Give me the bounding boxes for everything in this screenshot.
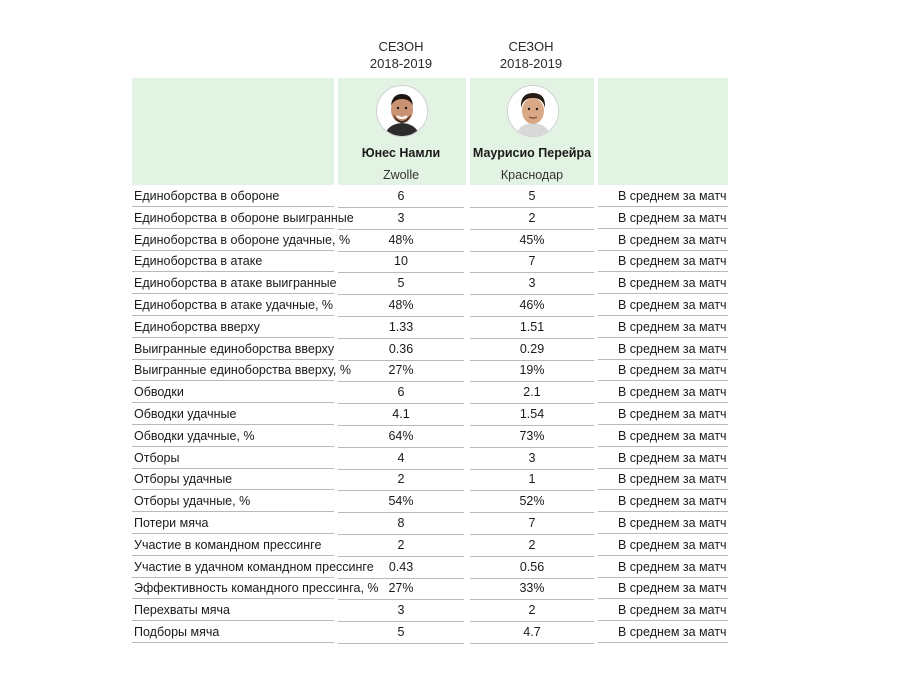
- player-2-value: 73%: [470, 426, 594, 448]
- player-2-value: 5: [470, 186, 594, 208]
- player-name: Маурисио Перейра: [472, 146, 592, 160]
- player-1-value: 27%: [338, 360, 464, 382]
- table-row: [0, 600, 920, 622]
- season-header-player-1: [351, 38, 451, 72]
- stat-label: Выигранные единоборства вверху, %: [132, 360, 334, 381]
- table-row: [0, 578, 920, 600]
- player-1-value: 8: [338, 513, 464, 535]
- per-match-note: В среднем за матч: [598, 317, 728, 338]
- player-2-value: 7: [470, 251, 594, 273]
- stat-label: Единоборства в обороне удачные, %: [132, 230, 334, 251]
- player-2-value: 33%: [470, 578, 594, 600]
- per-match-note: В среднем за матч: [598, 557, 728, 578]
- player-2-value: 1: [470, 469, 594, 491]
- table-row: [0, 186, 920, 208]
- player-1-value: 6: [338, 186, 464, 208]
- stat-label: Отборы удачные, %: [132, 491, 334, 512]
- season-label: СЕЗОН: [378, 39, 424, 54]
- season-years: 2018-2019: [369, 56, 433, 71]
- player-2-value: 52%: [470, 491, 594, 513]
- per-match-note: В среднем за матч: [598, 382, 728, 403]
- player-card-pereira: [470, 78, 594, 185]
- stat-label: Выигранные единоборства вверху: [132, 339, 334, 360]
- table-row: [0, 360, 920, 382]
- player-2-value: 1.54: [470, 404, 594, 426]
- table-row: [0, 491, 920, 513]
- per-match-note: В среднем за матч: [598, 404, 728, 425]
- stat-label: Участие в командном прессинге: [132, 535, 334, 556]
- table-row: [0, 622, 920, 644]
- stat-label: Отборы: [132, 448, 334, 469]
- player-2-value: 3: [470, 448, 594, 470]
- per-match-note: В среднем за матч: [598, 186, 728, 207]
- table-row: [0, 230, 920, 252]
- per-match-note: В среднем за матч: [598, 600, 728, 621]
- player-1-value: 0.43: [338, 557, 464, 579]
- player-2-value: 19%: [470, 360, 594, 382]
- table-row: [0, 208, 920, 230]
- per-match-note: В среднем за матч: [598, 491, 728, 512]
- stat-label: Эффективность командного прессинга, %: [132, 578, 334, 599]
- season-years: 2018-2019: [499, 56, 563, 71]
- player-1-value: 2: [338, 469, 464, 491]
- player-2-value: 2.1: [470, 382, 594, 404]
- per-match-note: В среднем за матч: [598, 448, 728, 469]
- table-row: [0, 295, 920, 317]
- stat-label: Обводки удачные, %: [132, 426, 334, 447]
- column-separator: [594, 78, 598, 185]
- stat-label: Единоборства в обороне выигранные: [132, 208, 334, 229]
- per-match-note: В среднем за матч: [598, 251, 728, 272]
- player-photo-avatar: [376, 85, 428, 137]
- per-match-note: В среднем за матч: [598, 339, 728, 360]
- player-1-value: 54%: [338, 491, 464, 513]
- per-match-note: В среднем за матч: [598, 469, 728, 490]
- player-2-value: 0.29: [470, 339, 594, 361]
- stat-label: Единоборства вверху: [132, 317, 334, 338]
- table-row: [0, 339, 920, 361]
- player-2-value: 0.56: [470, 557, 594, 579]
- player-name: Юнес Намли: [361, 146, 441, 160]
- column-separator: [334, 78, 338, 185]
- player-2-value: 46%: [470, 295, 594, 317]
- player-1-value: 6: [338, 382, 464, 404]
- player-1-value: 3: [338, 600, 464, 622]
- stat-label: Единоборства в атаке удачные, %: [132, 295, 334, 316]
- per-match-note: В среднем за матч: [598, 426, 728, 447]
- player-1-value: 4.1: [338, 404, 464, 426]
- stat-label: Участие в удачном командном прессинге: [132, 557, 334, 578]
- table-row: [0, 469, 920, 491]
- player-1-value: 0.36: [338, 339, 464, 361]
- player-2-value: 2: [470, 208, 594, 230]
- table-row: [0, 273, 920, 295]
- stat-label: Обводки: [132, 382, 334, 403]
- per-match-note: В среднем за матч: [598, 578, 728, 599]
- stat-label: Перехваты мяча: [132, 600, 334, 621]
- player-club: Zwolle: [382, 168, 420, 182]
- stat-label: Единоборства в атаке выигранные: [132, 273, 334, 294]
- player-2-value: 4.7: [470, 622, 594, 644]
- per-match-note: В среднем за матч: [598, 208, 728, 229]
- table-row: [0, 448, 920, 470]
- player-1-value: 1.33: [338, 317, 464, 339]
- stat-label: Подборы мяча: [132, 622, 334, 643]
- per-match-note: В среднем за матч: [598, 513, 728, 534]
- player-1-value: 64%: [338, 426, 464, 448]
- stat-label: Отборы удачные: [132, 469, 334, 490]
- per-match-note: В среднем за матч: [598, 360, 728, 381]
- player-2-value: 7: [470, 513, 594, 535]
- stat-label: Единоборства в атаке: [132, 251, 334, 272]
- player-1-value: 2: [338, 535, 464, 557]
- stats-table: [0, 186, 920, 644]
- player-1-value: 5: [338, 622, 464, 644]
- player-1-value: 48%: [338, 295, 464, 317]
- player-1-value: 48%: [338, 230, 464, 252]
- player-2-value: 45%: [470, 230, 594, 252]
- player-card-namli: [339, 78, 463, 185]
- per-match-note: В среднем за матч: [598, 230, 728, 251]
- player-2-value: 1.51: [470, 317, 594, 339]
- table-row: [0, 426, 920, 448]
- season-label: СЕЗОН: [508, 39, 554, 54]
- table-row: [0, 557, 920, 579]
- player-photo-avatar: [507, 85, 559, 137]
- stat-label: Единоборства в обороне: [132, 186, 334, 207]
- table-row: [0, 251, 920, 273]
- player-1-value: 4: [338, 448, 464, 470]
- per-match-note: В среднем за матч: [598, 273, 728, 294]
- table-row: [0, 513, 920, 535]
- stat-label: Потери мяча: [132, 513, 334, 534]
- per-match-note: В среднем за матч: [598, 535, 728, 556]
- player-1-value: 27%: [338, 578, 464, 600]
- player-1-value: 5: [338, 273, 464, 295]
- table-row: [0, 382, 920, 404]
- per-match-note: В среднем за матч: [598, 622, 728, 643]
- table-row: [0, 317, 920, 339]
- table-row: [0, 535, 920, 557]
- player-2-value: 3: [470, 273, 594, 295]
- player-club: Краснодар: [500, 168, 564, 182]
- table-row: [0, 404, 920, 426]
- player-2-value: 2: [470, 535, 594, 557]
- season-header-player-2: [481, 38, 581, 72]
- per-match-note: В среднем за матч: [598, 295, 728, 316]
- player-2-value: 2: [470, 600, 594, 622]
- player-1-value: 3: [338, 208, 464, 230]
- player-1-value: 10: [338, 251, 464, 273]
- stat-label: Обводки удачные: [132, 404, 334, 425]
